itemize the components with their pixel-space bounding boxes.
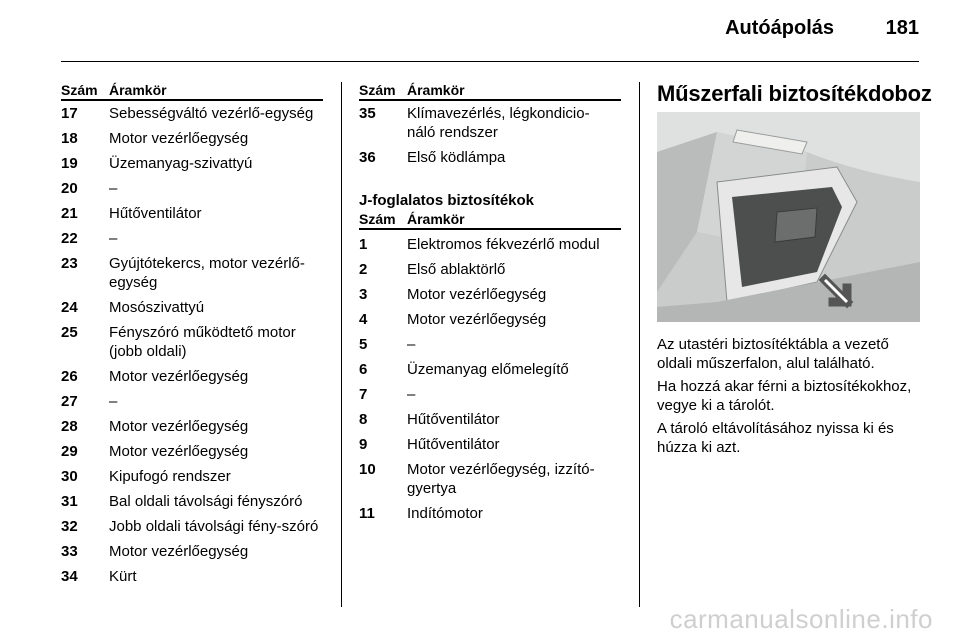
circuit-description: Gyújtótekercs, motor vezérlő-egység [109, 255, 305, 291]
fuse-number: 26 [61, 368, 78, 385]
fuse-number: 18 [61, 130, 78, 147]
fuse-number: 3 [359, 286, 368, 303]
circuit-description: Sebességváltó vezérlő-egység [109, 105, 314, 122]
table-row [359, 148, 621, 167]
column-header-circuit: Áramkör [407, 211, 465, 227]
table-row [359, 260, 621, 279]
column-divider [341, 82, 342, 607]
circuit-description: Motor vezérlőegység [407, 311, 547, 328]
circuit-description: Kürt [109, 568, 137, 585]
table-row [61, 179, 323, 198]
fuse-number: 7 [359, 386, 368, 403]
column-right [657, 81, 932, 456]
circuit-description: Motor vezérlőegység [109, 418, 249, 435]
fuse-number: 29 [61, 443, 78, 460]
fuse-number: 11 [359, 505, 375, 522]
fuse-table-1 [61, 104, 323, 586]
column-header-number: Szám [359, 82, 396, 98]
fuse-number: 22 [61, 230, 78, 247]
column-middle [359, 82, 621, 523]
fuse-number: 33 [61, 543, 78, 560]
fuse-number: 1 [359, 236, 368, 253]
circuit-description: Motor vezérlőegység [109, 443, 249, 460]
fuse-number: 32 [61, 518, 78, 535]
table-row [61, 229, 323, 248]
table-row [61, 567, 323, 586]
fuse-number: 28 [61, 418, 78, 435]
page-number: 181 [885, 17, 919, 39]
circuit-description: Hűtőventilátor [407, 411, 500, 428]
fuse-number: 35 [359, 105, 376, 122]
table-row [61, 467, 323, 486]
fuse-table-2 [359, 104, 621, 167]
table-header [61, 82, 323, 101]
fuse-number: 27 [61, 393, 78, 410]
table-row [359, 360, 621, 379]
table-row [359, 235, 621, 254]
table-row [61, 392, 323, 411]
circuit-description: Mosószivattyú [109, 299, 205, 316]
fuse-number: 31 [61, 493, 78, 510]
fuse-number: 6 [359, 361, 368, 378]
fuse-box-photo [657, 112, 920, 322]
fuse-number: 30 [61, 468, 78, 485]
fuse-number: 8 [359, 411, 368, 428]
table-row [61, 417, 323, 436]
table-row [61, 154, 323, 173]
circuit-description: Hűtőventilátor [407, 436, 500, 453]
circuit-description: Első ködlámpa [407, 149, 506, 166]
paragraph: Az utastéri biztosítéktábla a vezető oldali műszerfalon, alul található. [657, 336, 889, 372]
section-heading: Műszerfali biztosítékdoboz [657, 81, 932, 106]
page-header-title: Autóápolás [725, 17, 834, 39]
table-row [61, 492, 323, 511]
circuit-description: – [109, 393, 118, 410]
circuit-description: Kipufogó rendszer [109, 468, 231, 485]
column-left [61, 82, 323, 586]
table-row [61, 367, 323, 386]
table-row [359, 460, 621, 498]
table-row [61, 542, 323, 561]
jfuse-table [359, 235, 621, 523]
fuse-number: 19 [61, 155, 78, 172]
circuit-description: – [407, 386, 416, 403]
circuit-description: Motor vezérlőegység [109, 130, 249, 147]
fuse-number: 23 [61, 255, 78, 272]
circuit-description: Elektromos fékvezérlő modul [407, 236, 600, 253]
circuit-description: Klímavezérlés, légkondicio-náló rendszer [407, 105, 590, 141]
table-header [359, 82, 621, 101]
circuit-description: Üzemanyag előmelegítő [407, 361, 569, 378]
column-header-number: Szám [61, 82, 98, 98]
table-row [359, 285, 621, 304]
fuse-number: 9 [359, 436, 368, 453]
circuit-description: – [407, 336, 416, 353]
table-row [61, 517, 323, 536]
circuit-description: – [109, 180, 118, 197]
circuit-description: Üzemanyag-szivattyú [109, 155, 253, 172]
fuse-number: 4 [359, 311, 368, 328]
table-row [61, 323, 323, 361]
fuse-number: 24 [61, 299, 78, 316]
table-row [61, 298, 323, 317]
circuit-description: – [109, 230, 118, 247]
table-row [61, 442, 323, 461]
watermark: carmanualsonline.info [669, 604, 933, 634]
column-header-number: Szám [359, 211, 396, 227]
table-row [359, 104, 621, 142]
fuse-number: 20 [61, 180, 78, 197]
circuit-description: Indítómotor [407, 505, 483, 522]
fuse-number: 17 [61, 105, 78, 122]
fuse-number: 2 [359, 261, 368, 278]
circuit-description: Hűtőventilátor [109, 205, 202, 222]
fuse-number: 25 [61, 324, 78, 341]
circuit-description: Motor vezérlőegység, izzító-gyertya [407, 461, 595, 497]
column-header-circuit: Áramkör [407, 82, 465, 98]
circuit-description: Motor vezérlőegység [407, 286, 547, 303]
table-row [61, 104, 323, 123]
fuse-number: 34 [61, 568, 78, 585]
table-row [359, 310, 621, 329]
paragraph: Ha hozzá akar férni a biztosítékokhoz, vegye ki a tárolót. [657, 378, 912, 414]
fuse-number: 10 [359, 461, 376, 478]
fuse-number: 36 [359, 149, 376, 166]
table-row [61, 254, 323, 292]
circuit-description: Első ablaktörlő [407, 261, 506, 278]
fuse-number: 5 [359, 336, 368, 353]
table-row [359, 504, 621, 523]
fuse-number: 21 [61, 205, 78, 222]
table-header [359, 211, 621, 230]
table-row [359, 385, 621, 404]
circuit-description: Fényszóró működtető motor (jobb oldali) [109, 324, 296, 360]
circuit-description: Jobb oldali távolsági fény-szóró [109, 518, 319, 535]
circuit-description: Motor vezérlőegység [109, 368, 249, 385]
table-row [61, 129, 323, 148]
table-row [359, 410, 621, 429]
column-header-circuit: Áramkör [109, 82, 167, 98]
column-divider [639, 82, 640, 607]
header-rule [61, 61, 919, 62]
circuit-description: Bal oldali távolsági fényszóró [109, 493, 303, 510]
circuit-description: Motor vezérlőegység [109, 543, 249, 560]
table-row [359, 335, 621, 354]
table-row [61, 204, 323, 223]
table-row [359, 435, 621, 454]
paragraph: A tároló eltávolításához nyissa ki és húzza ki azt. [657, 420, 894, 456]
jfuse-section-title: J-foglalatos biztosítékok [359, 192, 535, 209]
